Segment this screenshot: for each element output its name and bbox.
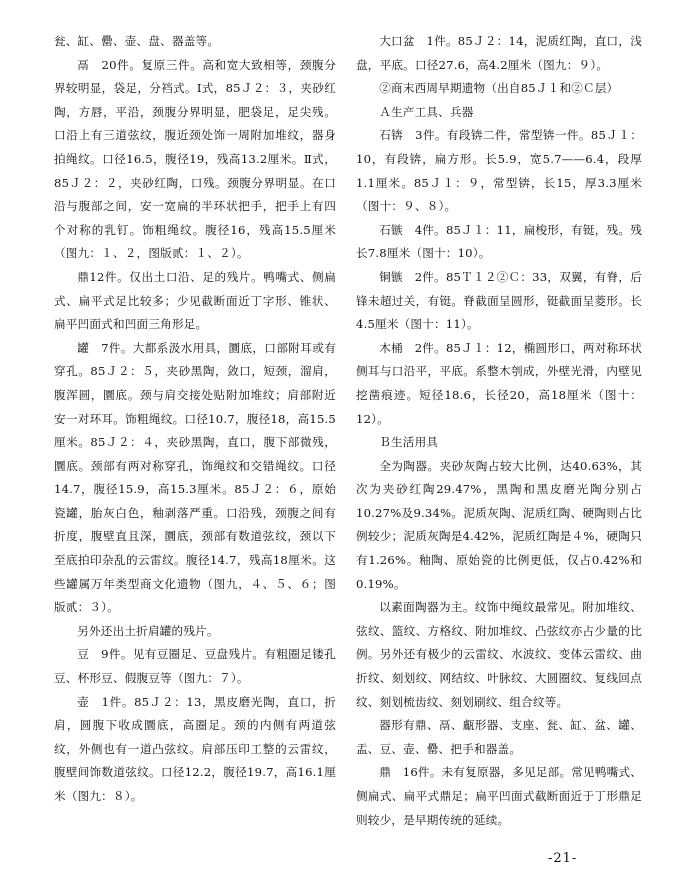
subheading-tools-weapons: Ａ生产工具、兵器 [379,104,474,119]
paragraph-decoration-types: 以素面陶器为主。纹饰中绳纹最常见。附加堆纹、弦纹、篮纹、方格纹、附加堆纹、凸弦纹亦占少量的比例。另外还有极少的云雷纹、水波纹、变体云雷纹、曲折纹、刻划纹、网结纹、叶脉纹、大圆圈纹、复线回点纹、刻划梳齿纹、刻划刷纹、组合纹等。 [356,600,642,709]
paragraph-ding-tripod: 鼎12件。仅出土口沿、足的残片。鸭嘴式、侧扁式、扁平式足比较多；少见截断面近丁字形、锥状、扁平凹面式和凹面三角形足。 [54,269,336,332]
right-text-column [356,30,642,832]
paragraph-hu-pot: 壶 1件。85Ｊ２：13，黑皮磨光陶，直口，折肩，圆腹下收成圜底，高圈足。颈的内侧有两道弦纹，外侧也有一道凸弦纹。肩部压印工整的云雷纹，腹壁间饰数道弦纹。口径12.2，腹径19.7，高16.1厘米（图九：８）。 [54,694,336,803]
paragraph-large-basin: 大口盆 1件。85Ｊ２：14，泥质红陶，直口，浅盘，平底。口径27.6，高4.2厘米（图九：９）。 [356,34,642,72]
paragraph-vessel-forms: 器形有鼎、鬲、甗形器、支座、瓮、缸、盆、罐、盂、豆、壶、罍、把手和器盖。 [356,718,642,756]
paragraph-stone-adze: 石锛 3件。有段锛二件，常型锛一件。85Ｊ１：10，有段锛，扁方形。长5.9，宽5.7——6.4，段厚1.1厘米。85Ｊ１：９，常型锛，长15，厚3.3厘米（图十：９、８）。 [356,128,642,214]
paragraph-stone-arrowhead: 石镞 4件。85Ｊ１：11，扁梭形，有铤，残。残长7.8厘米（图十：10）。 [356,222,642,261]
paragraph-li-tripod: 鬲 20件。复原三件。高和宽大致相等，颈腹分界较明显，袋足，分裆式。Ⅰ式，85Ｊ２：３，夹砂红陶，方唇，平沿，颈腹分界明显，肥袋足，足尖残。口沿上有三道弦纹，腹近颈处饰一周附加堆纹，器身拍绳纹。口径16.5，腹径19，残高13.2厘米。Ⅱ式，85Ｊ２：２，夹砂红陶，口残。颈腹分界明显。在口沿与腹部之间，安一宽扁的半环状把手，把手上有四个对称的乳钉。饰粗绳纹。腹径16，残高15.5厘米（图九：１、２，图版贰：１、２）。 [54,57,336,261]
paragraph-ding-feet: 鼎 16件。未有复原器，多见足部。常见鸭嘴式、侧扁式、扁平式鼎足；扁平凹面式截断面近于丁形鼎足则较少，是早期传统的延续。 [356,765,643,827]
subheading-daily-utensils: Ｂ生活用具 [379,435,439,450]
paragraph-pottery-proportions: 全为陶器。夹砂灰陶占较大比例，达40.63%，其次为夹砂红陶29.47%，黑陶和黑皮磨光陶分别占10.27%及9.34%。泥质灰陶、泥质红陶、硬陶则占比例较少；泥质灰陶是4.42%，泥质红陶是４%，硬陶只有1.26%。釉陶、原始瓷的比例更低，仅占0.42%和0.19%。 [356,458,642,591]
paragraph-dou-stemmed-dish: 豆 9件。见有豆圈足、豆盘残片。有粗圈足镂孔豆、杯形豆、假腹豆等（图九：７）。 [54,647,336,686]
paragraph-vessel-list-end: 瓮、缸、罍、壶、盘、器盖等。 [54,34,220,48]
paragraph-wooden-bucket: 木桶 2件。85Ｊ１：12，椭圆形口，两对称环状侧耳与口沿平，平底。系整木刳成，外壁光滑，内壁见挖凿痕迹。短径18.6，长径20，高18厘米（图十：12）。 [356,340,642,426]
left-text-column [54,30,336,809]
paragraph-folded-shoulder-jar: 另外还出土折肩罐的残片。 [77,623,219,638]
paragraph-bronze-arrowhead: 铜镞 2件。85Ｔ１２②Ｃ：33，双翼，有脊，后锋未超过关，有铤。脊截面呈圆形，铤截面呈菱形。长4.5厘米（图十：11）。 [356,269,642,332]
section-heading-late-shang: ②商末西周早期遗物（出自85Ｊ１和②Ｃ层） [379,81,619,96]
paragraph-guan-jar: 罐 7件。大都系汲水用具，圜底，口部附耳或有穿孔。85Ｊ２：５，夹砂黑陶，敛口，短颈，溜肩，腹浑圆，圜底。颈与肩交接处贴附加堆纹；肩部附近安一对环耳。饰粗绳纹。口径10.7，腹径18，高15.5厘米。85Ｊ２：４，夹砂黑陶，直口，腹下部微残，圜底。颈部有两对称穿孔，饰绳纹和交错绳纹。口径14.7，腹径15.9，高15.3厘米。85Ｊ２：６，原始瓷罐，胎灰白色，釉剥落严重。口沿残，颈腹之间有折度，腹壁直且深，圜底，颈部有数道弦纹，颈以下至底拍印杂乱的云雷纹。腹径14.7，残高18厘米。这些罐属万年类型商文化遗物（图九，４、５、６；图版贰：３）。 [54,340,336,615]
page-number: -21- [548,851,578,866]
